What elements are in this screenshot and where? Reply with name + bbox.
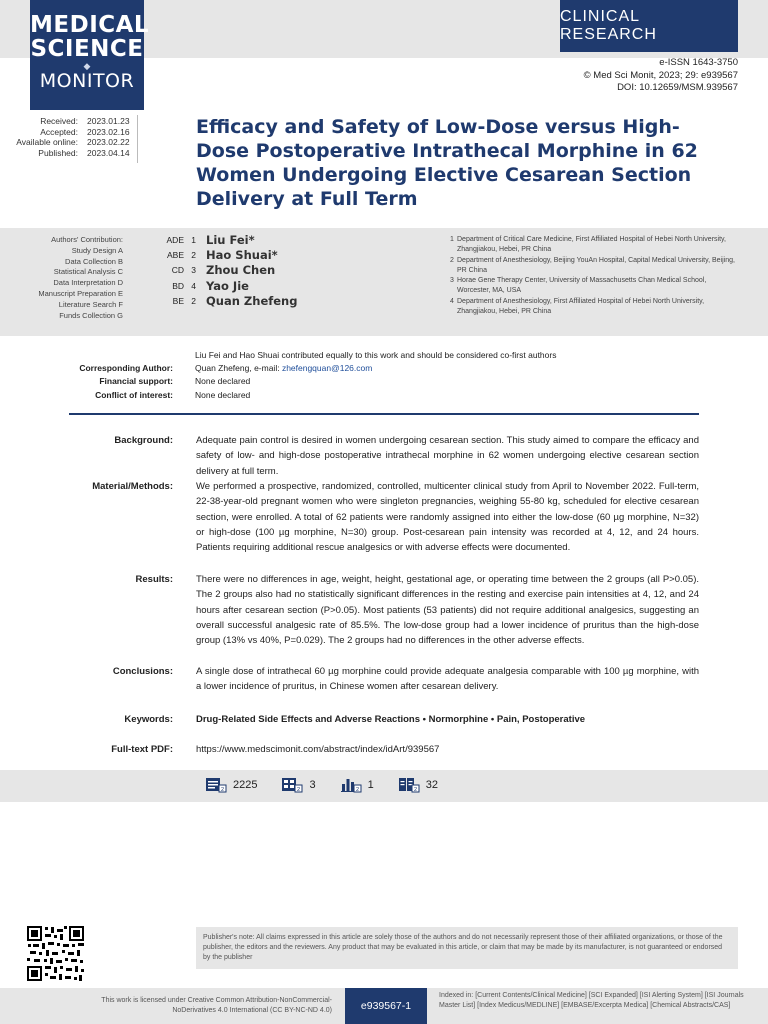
contrib-item: Funds Collection G	[59, 310, 123, 320]
affiliation-item: 1 Department of Critical Care Medicine, First Affiliated Hospital of Hebei North University, Zhangjiakou, Hebei, PR China	[450, 236, 726, 254]
doi[interactable]: DOI: 10.12659/MSM.939567	[617, 82, 738, 93]
article-meta	[584, 57, 738, 95]
author-row: BD 4 Yao Jie	[172, 278, 249, 293]
author-row: ABE 2 Hao Shuai*	[166, 247, 278, 262]
author-name[interactable]: Zhou Chen	[206, 263, 276, 278]
license-text[interactable]: This work is licensed under Creative Common Attribution-NonCommercial-NoDerivatives 4.0 International (CC BY-NC-ND 4.0)	[101, 997, 332, 1014]
affiliation-item: 2 Department of Anesthesiology, Beijing YouAn Hospital, Capital Medical University, Beijing, PR China	[450, 256, 735, 274]
contrib-item: Manuscript Preparation E	[38, 288, 123, 298]
journal-logo[interactable]	[30, 0, 150, 110]
affiliation-list	[450, 235, 740, 317]
author-name[interactable]: Quan Zhefeng	[206, 293, 298, 308]
dates-divider	[137, 115, 138, 163]
stat-figures: 2 1	[340, 777, 374, 793]
contrib-item: Data Collection B	[65, 256, 123, 266]
author-row: ADE 1 Liu Fei*	[166, 232, 255, 247]
logo-line-1: MEDICAL	[30, 12, 150, 38]
date-available: Available online: 2023.02.22	[16, 137, 130, 147]
affiliation-item: 3 Horae Gene Therapy Center, University of Massachusetts Chan Medical School, Worcester, MA, USA	[450, 277, 707, 295]
conflict-of-interest: Conflict of interest: None declared	[95, 389, 251, 400]
correspondence-block	[0, 349, 768, 402]
svg-text:2: 2	[355, 787, 359, 793]
eissn: e-ISSN 1643-3750	[659, 57, 738, 68]
date-published: Published: 2023.04.14	[38, 147, 130, 158]
affiliation-item: 4 Department of Anesthesiology, First Affiliated Hospital of Hebei North University, Zhangjiakou, Hebei, PR China	[450, 297, 705, 316]
author-list	[150, 232, 430, 308]
article-stats	[205, 777, 462, 793]
bar-chart-icon	[340, 777, 362, 793]
article-title: Efficacy and Safety of Low-Dose versus High-Dose Postoperative Intrathecal Morphine in 62 Women Undergoing Elective Cesarean Section Delivery at Full Term	[196, 116, 698, 210]
contrib-item: Data Interpretation D	[53, 278, 123, 288]
article-dates	[0, 116, 134, 158]
author-row: CD 3 Zhou Chen	[171, 263, 276, 278]
table-icon	[281, 777, 303, 793]
keyword-list[interactable]: Drug-Related Side Effects and Adverse Reactions • Normorphine • Pain, Postoperative	[196, 714, 586, 725]
contrib-item: Authors' Contribution:	[51, 235, 123, 244]
author-name[interactable]: Liu Fei*	[206, 232, 255, 247]
email-link[interactable]: zhefengquan@126.com	[281, 363, 373, 374]
date-accepted: Accepted: 2023.02.16	[40, 126, 130, 137]
financial-support: Financial support: None declared	[99, 376, 251, 387]
author-name[interactable]: Yao Jie	[206, 278, 249, 293]
stat-references: 2 32	[398, 777, 438, 793]
copyright: © Med Sci Monit, 2023; 29: e939567	[583, 69, 738, 81]
contrib-item: Literature Search F	[58, 299, 123, 309]
author-name[interactable]: Hao Shuai*	[206, 247, 278, 262]
logo-line-3: MONITOR	[39, 70, 135, 92]
contrib-item: Statistical Analysis C	[53, 267, 123, 277]
contrib-item: Study Design A	[71, 245, 123, 255]
publisher-note: Publisher's note: All claims expressed in this article are solely those of the authors and do not necessarily represent those of their affiliated organizations, or those of the publisher, the editors and the reviewers. Any product that may be evaluated in this article, or claim that may be made by its manufacturer, is not guaranteed or endorsed by the publisher	[196, 927, 738, 969]
indexed-in: Indexed in: [Current Contents/Clinical Medicine] [SCI Expanded] [ISI Alerting System] [ISI Journals Master List] [Index Medicus/MEDLINE] [EMBASE/Excerpta Medica] [Chemical Abstracts/CAS]	[439, 992, 744, 1009]
co-first-note: Liu Fei and Hao Shuai contributed equally to this work and should be considered co-first authors	[195, 350, 557, 360]
section-label: CLINICAL RESEARCH	[560, 0, 738, 52]
date-received: Received: 2023.01.23	[40, 116, 130, 126]
document-icon	[205, 777, 227, 793]
svg-text:2: 2	[297, 787, 301, 793]
logo-separator: ◆	[83, 61, 91, 71]
qr-code-icon[interactable]	[26, 925, 85, 982]
stat-tables: 2 3	[281, 777, 315, 793]
fulltext-link[interactable]: https://www.medscimonit.com/abstract/index/idArt/939567	[196, 744, 440, 755]
references-icon	[398, 777, 420, 793]
author-row: BE 2 Quan Zhefeng	[172, 293, 298, 308]
logo-line-2: SCIENCE	[30, 36, 144, 62]
contribution-legend	[0, 235, 123, 321]
svg-text:2: 2	[220, 787, 225, 793]
page-id-badge: e939567-1	[345, 988, 427, 1024]
svg-text:2: 2	[413, 787, 417, 793]
corresponding-author: Corresponding Author: Quan Zhefeng, e-mail: zhefengquan@126.com	[79, 363, 373, 374]
divider	[69, 413, 699, 415]
stat-words: 2 2225	[205, 777, 257, 793]
